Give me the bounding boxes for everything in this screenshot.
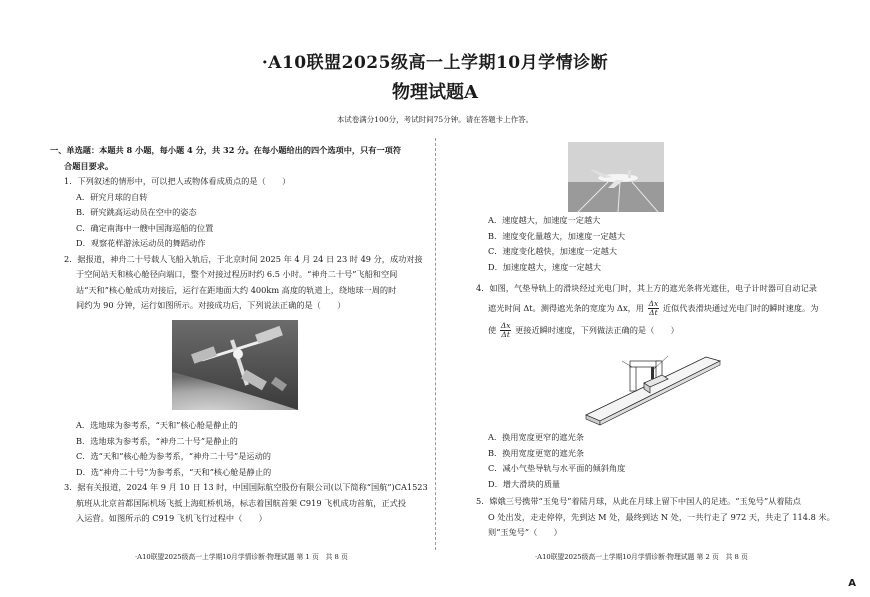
q4-option-c: C．减小气垫导轨与水平面的倾斜角度 (488, 463, 626, 473)
fraction-dx-dt-2: $\frac{\Delta x}{\Delta t}$ (500, 321, 511, 339)
q2-line-3: 站“天和”核心舱成功对接后，运行在距地面大约 400km 高度的轨道上，绕地球一周的时 (76, 284, 397, 295)
q3-line-3: 入运营。如图所示的 C919 飞机飞行过程中（ ） (76, 513, 267, 523)
q4-line-2: 遮光时间 Δt。测得遮光条的宽度为 Δx，用 $\frac{\Delta x}{\Delta t}$ 近似代表滑块通过光电门时的瞬时速度。为 (488, 299, 819, 317)
q1-option-c: C．确定南海中一艘中国海巡船的位置 (76, 222, 214, 233)
q2-line-1: 2．据报道，神舟二十号载人飞船入轨后，于北京时间 2025 年 4 月 24 日 23 时 49 分，成功对接 (64, 253, 423, 264)
q1-option-a: A．研究月球的自转 (76, 191, 148, 202)
right-column (462, 213, 842, 341)
q2-option-a: A．选地球为参考系，“天和”核心舱是静止的 (76, 420, 238, 430)
q3-option-d: D．加速度越大，速度一定越大 (488, 261, 602, 272)
q3-option-c: C．速度变化越快，加速度一定越大 (488, 246, 618, 256)
page-footer-right: ·A10联盟2025级高一上学期10月学情诊断·物理试题 第 2 页 共 8 页 (535, 553, 748, 561)
q3-option-a: A．速度越大，加速度一定越大 (488, 215, 601, 225)
q4-line-1: 4．如图，气垫导轨上的滑块经过光电门时，其上方的遮光条将光遮住，电子计时器可自动记录 (476, 283, 817, 293)
q1-option-d: D．观察花样游泳运动员的舞蹈动作 (76, 238, 206, 248)
left-column-lower (50, 418, 428, 527)
fraction-dx-dt: $\frac{\Delta x}{\Delta t}$ (648, 299, 659, 317)
q1-option-b: B．研究跳高运动员在空中的姿态 (76, 207, 197, 217)
q2-option-d: D．选“神舟二十号”为参考系，“天和”核心舱是静止的 (76, 466, 272, 477)
page-footer-left: ·A10联盟2025级高一上学期10月学情诊断·物理试题 第 1 页 共 8 页 (135, 553, 348, 561)
section-title-cont: 合题目要求。 (64, 160, 114, 171)
corner-mark: A (848, 578, 856, 589)
exam-subtitle: 物理试题A (392, 82, 478, 103)
q2-option-c: C．选“天和”核心舱为参考系，“神舟二十号”是运动的 (76, 451, 271, 461)
q3-line-2: 航班从北京首都国际机场飞抵上海虹桥机场，标志着国航首架 C919 飞机成功首航，正式投 (76, 497, 407, 508)
exam-title: ·A10联盟2025级高一上学期10月学情诊断 (261, 53, 609, 73)
left-column (50, 143, 425, 314)
q5-line-2: O 处出发，走走停停，先到达 M 处，最终到达 N 处，一共行走了 972 天，共走了 114.8 米。 (488, 511, 835, 522)
q1-stem: 1．下列叙述的情形中，可以把人或物体看成质点的是（ ） (64, 176, 291, 186)
space-station-image (172, 320, 298, 410)
q4-option-b: B．换用宽度更宽的遮光条 (488, 447, 585, 458)
q2-line-4: 间约为 90 分钟，运行如图所示。对接成功后，下列说法正确的是（ ） (76, 300, 346, 310)
q4-line-3: 使 $\frac{\Delta x}{\Delta t}$ 更接近瞬时速度，下列做法正确的是（ ） (488, 321, 679, 339)
q5-line-3: 则“玉兔号”（ ） (488, 527, 562, 537)
q5-line-1: 5．嫦娥三号携带“玉兔号”着陆月球，从此在月球上留下中国人的足迹。“玉兔号”从着陆点 (476, 496, 801, 506)
column-divider (435, 138, 436, 550)
air-track-diagram (578, 345, 728, 430)
q4-option-d: D．增大滑块的质量 (488, 478, 561, 489)
q3-line-1: 3．据有关报道，2024 年 9 月 10 日 13 时，中国国际航空股份有限公司(以下简称“国航”)CA1523 (64, 482, 428, 492)
q3-option-b: B．速度变化量越大，加速度一定越大 (488, 230, 626, 241)
airplane-image (568, 142, 664, 212)
q2-option-b: B．选地球为参考系，“神舟二十号”是静止的 (76, 435, 238, 446)
right-column-lower (462, 430, 842, 541)
q2-line-2: 于空间站天和核心舱径向端口，整个对接过程历时约 6.5 小时。“神舟二十号”飞船和空间 (76, 269, 398, 279)
exam-notice: 本试卷满分100分，考试时间75分钟。请在答题卡上作答。 (336, 115, 534, 124)
section-title: 一、单选题：本题共 8 小题，每小题 4 分，共 32 分。在每小题给出的四个选项中，只有一项符 (50, 145, 402, 155)
q4-option-a: A．换用宽度更窄的遮光条 (488, 432, 584, 442)
